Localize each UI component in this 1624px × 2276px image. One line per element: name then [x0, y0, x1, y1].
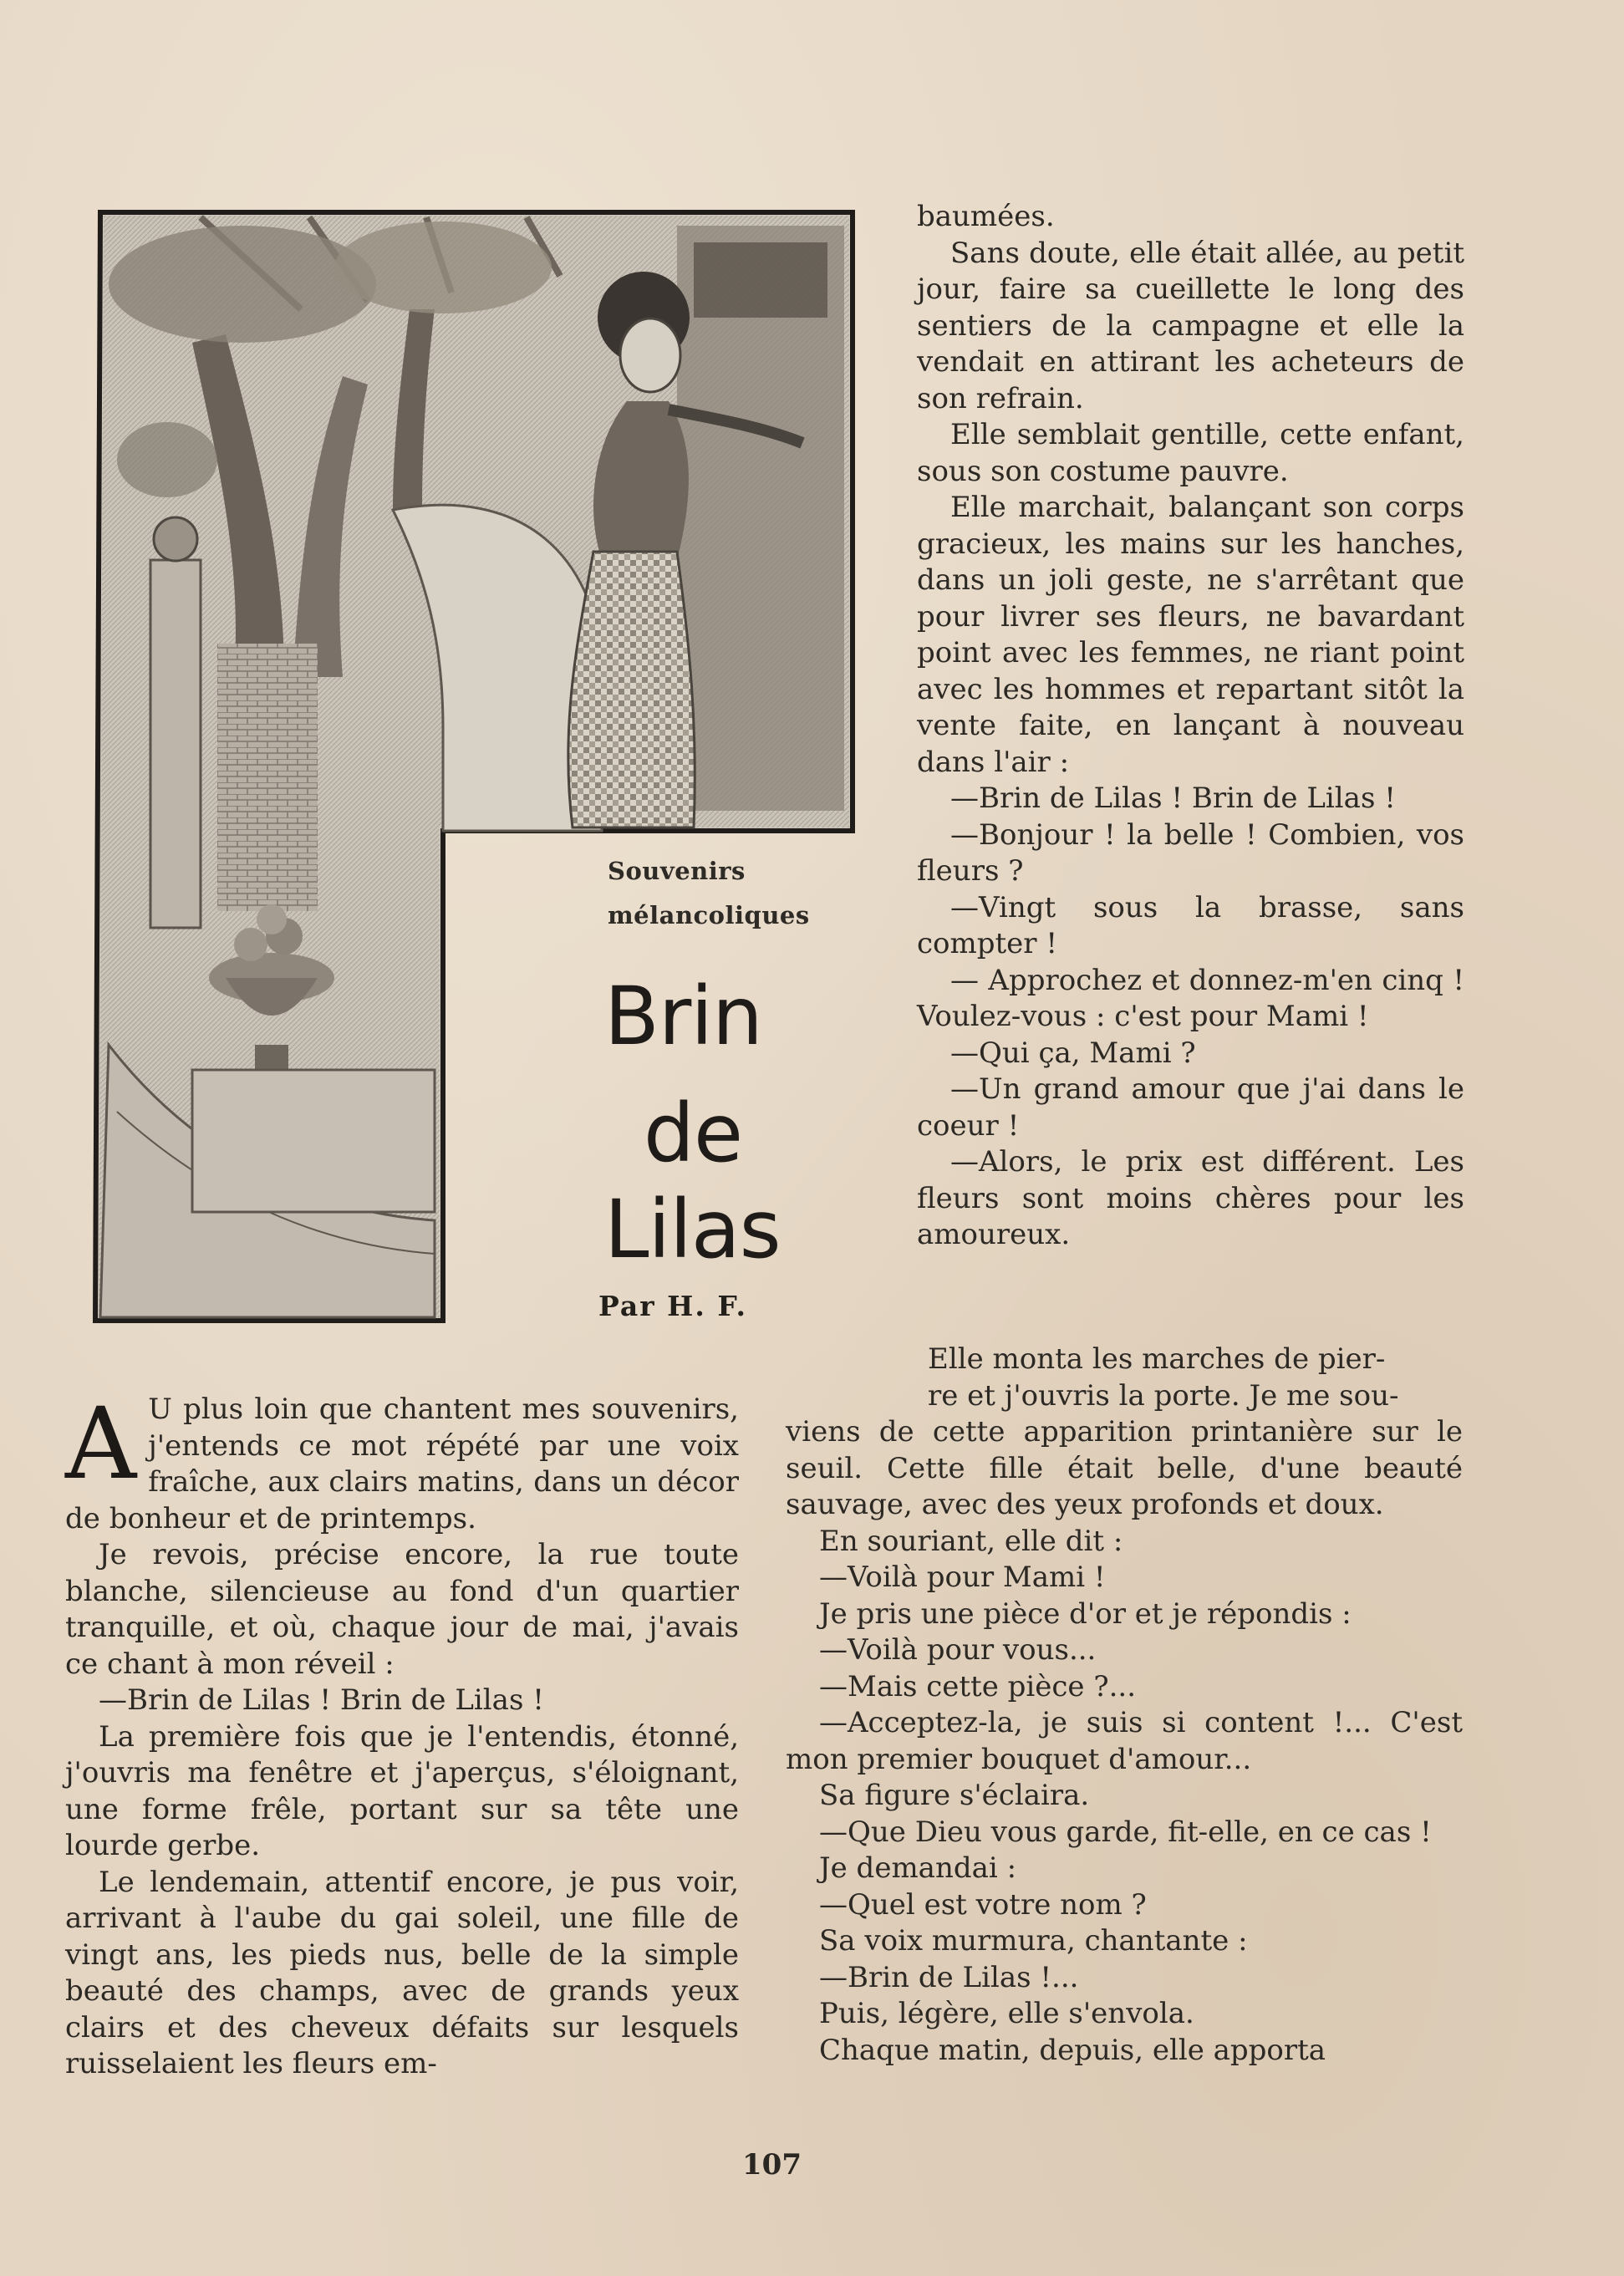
paragraph: Elle semblait gentille, cette enfant, sous son costume pauvre. — [917, 418, 1464, 488]
right-column-top — [917, 199, 1464, 1254]
drop-cap: A — [65, 1386, 137, 1501]
indented-lines — [786, 1342, 1463, 1414]
dialogue-line: —Alors, le prix est différent. Les fleurs sont moins chères pour les amoureux. — [917, 1145, 1464, 1251]
dialogue-line: —Brin de Lilas ! Brin de Lilas ! — [950, 782, 1396, 815]
dialogue-line: —Qui ça, Mami ? — [950, 1036, 1196, 1070]
title-word-lilas: Lilas — [604, 1183, 781, 1276]
dialogue-line: —Voilà pour Mami ! — [819, 1561, 1106, 1594]
byline: Par H. F. — [598, 1290, 747, 1322]
page-number: 107 — [742, 2148, 802, 2182]
first-paragraph-text: U plus loin que chantent mes souvenirs, j'entends ce mot répété par une voix fraîche, aux clairs matins, dans un décor de bonheur et de printemps. — [65, 1393, 739, 1535]
paragraph: Elle marchait, balançant son corps gracieux, les mains sur les hanches, dans un joli geste, ne s'arrêtant que pour livrer ses fleurs, ne bavardant point avec les femmes, ne riant point avec les hommes et repartant sitôt la vente faite, en lançant à nouveau dans l'air : — [917, 491, 1464, 779]
dialogue-line: —Brin de Lilas !... — [819, 1960, 1079, 1994]
kicker-line-2: mélancoliques — [608, 901, 810, 929]
dialogue-line: —Mais cette pièce ?... — [819, 1669, 1137, 1703]
paragraph: Je revois, précise encore, la rue toute blanche, silencieuse au fond d'un quartier tranquille, et où, chaque jour de mai, j'avais ce chant à mon réveil : — [65, 1538, 739, 1681]
kicker-line-1: Souvenirs — [608, 857, 746, 885]
dialogue-line: —Que Dieu vous garde, fit-elle, en ce cas ! — [819, 1815, 1432, 1849]
first-paragraph — [65, 1386, 739, 1537]
dialogue-line: —Vingt sous la brasse, sans compter ! — [917, 890, 1464, 960]
paragraph: Puis, légère, elle s'envola. — [819, 1997, 1194, 2030]
paragraph: viens de cette apparition printanière sur le seuil. Cette fille était belle, d'une beauté sauvage, avec des yeux profonds et doux. — [786, 1415, 1463, 1521]
paragraph: Sans doute, elle était allée, au petit jour, faire sa cueillette le long des sentiers de la campagne et elle la vendait en attirant les acheteurs de son refrain. — [917, 236, 1464, 415]
paragraph: Je demandai : — [819, 1851, 1017, 1885]
paragraph: Le lendemain, attentif encore, je pus voir, arrivant à l'aube du gai soleil, une fille de vingt ans, les pieds nus, belle de la simple beauté des champs, avec de grands yeux clairs et des cheveux défaits sur lesquels ruisselaient les fleurs em- — [65, 1865, 739, 2080]
dialogue-line: —Voilà pour vous... — [819, 1633, 1097, 1667]
dialogue-line: —Bonjour ! la belle ! Combien, vos fleurs ? — [917, 817, 1464, 888]
paragraph: Je pris une pièce d'or et je répondis : — [819, 1596, 1352, 1631]
paragraph: La première fois que je l'entendis, étonné, j'ouvris ma fenêtre et j'aperçus, s'éloignant, une forme frêle, portant sur sa tête une lourde gerbe. — [65, 1719, 739, 1862]
indented-line: re et j'ouvris la porte. Je me sou- — [928, 1378, 1399, 1413]
right-column-bottom — [786, 1342, 1463, 2069]
dialogue-line: — Approchez et donnez-m'en cinq ! Voulez-vous : c'est pour Mami ! — [917, 963, 1464, 1033]
dialogue-line: —Acceptez-la, je suis si content !... C'est mon premier bouquet d'amour... — [786, 1706, 1463, 1776]
paragraph: Sa voix murmura, chantante : — [819, 1924, 1248, 1958]
dialogue-line: —Brin de Lilas ! Brin de Lilas ! — [99, 1683, 544, 1717]
title-word-brin: Brin — [604, 970, 762, 1063]
illustration-girl-selling-flowers-image — [92, 209, 858, 1325]
paragraph: Chaque matin, depuis, elle apporta — [819, 2033, 1326, 2067]
title-word-de: de — [644, 1087, 742, 1180]
paragraph: baumées. — [917, 200, 1055, 233]
left-column — [65, 1386, 739, 2083]
paragraph: Sa figure s'éclaira. — [819, 1779, 1090, 1812]
dialogue-line: —Un grand amour que j'ai dans le coeur ! — [917, 1072, 1464, 1143]
paragraph: En souriant, elle dit : — [819, 1524, 1123, 1558]
indented-line: Elle monta les marches de pier- — [928, 1342, 1386, 1376]
dialogue-line: —Quel est votre nom ? — [819, 1887, 1147, 1922]
